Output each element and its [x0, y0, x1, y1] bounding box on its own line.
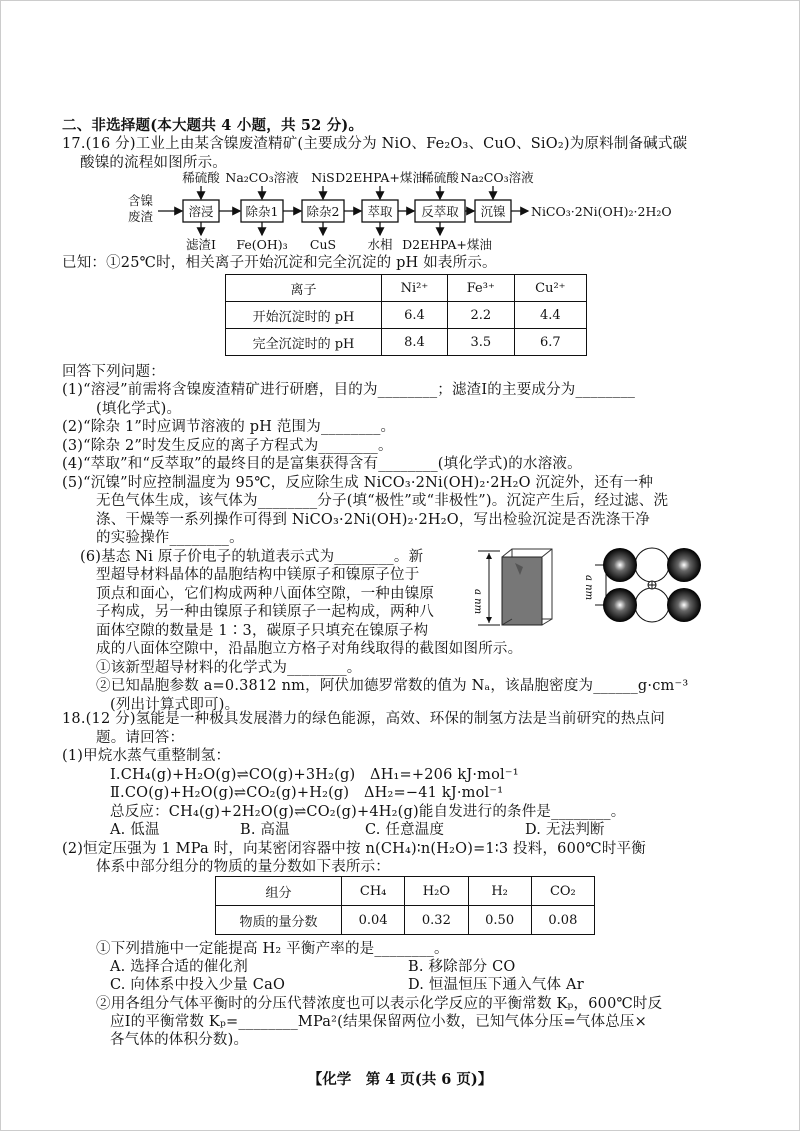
option-c: C. 任意温度: [365, 822, 445, 838]
byproduct-label: CuS: [309, 237, 337, 252]
table-header: CH₄: [342, 877, 405, 906]
table-header: 组分: [216, 877, 342, 906]
dimension-label: a nm: [472, 589, 483, 615]
flow-input: 废渣: [128, 209, 154, 224]
question-line: ②用各组分气体平衡时的分压代替浓度也可以表示化学反应的平衡常数 Kₚ，600℃时反: [96, 996, 663, 1012]
atom-icon: [603, 548, 637, 582]
table-cell: 0.08: [531, 906, 594, 935]
reagent-label: 稀硫酸: [182, 170, 220, 185]
option-a: A. 选择合适的催化剂: [110, 959, 248, 975]
page-footer: 【化学 第 4 页(共 6 页)】: [307, 1071, 493, 1088]
question-line: 成的八面体空隙中，沿晶胞立方格子对角线取得的截图如图所示。: [96, 641, 523, 657]
table-cell: 3.5: [447, 329, 514, 356]
question-line: ①该新型超导材料的化学式为________。: [96, 660, 362, 676]
q17-stem: 酸镍的流程如图所示。: [80, 155, 227, 171]
option-a: A. 低温: [110, 822, 160, 838]
section-heading: 二、非选择题(本大题共 4 小题，共 52 分)。: [62, 117, 364, 134]
question-line: ②已知晶胞参数 a=0.3812 nm，阿伏加德罗常数的值为 Nₐ，该晶胞密度为______g·cm⁻³: [96, 678, 689, 694]
crystal-cell-cube-figure: [470, 545, 570, 630]
reagent-label: NiS: [311, 170, 335, 185]
option-b: B. 高温: [240, 822, 290, 838]
table-header: Cu²⁺: [514, 275, 586, 302]
question-line: 应Ⅰ的平衡常数 Kₚ=________MPa²(结果保留两位小数，已知气体分压=气体总压×: [110, 1014, 647, 1030]
equation-line: Ⅱ.CO(g)+H₂O(g)⇌CO₂(g)+H₂(g) ΔH₂=−41 kJ·mol⁻¹: [110, 785, 504, 801]
equation-line: Ⅰ.CH₄(g)+H₂O(g)⇌CO(g)+3H₂(g) ΔH₁=+206 kJ·mol⁻¹: [110, 767, 519, 783]
ph-table: [225, 274, 587, 356]
flow-product: NiCO₃·2Ni(OH)₂·2H₂O: [531, 204, 672, 219]
table-cell: 6.7: [514, 329, 586, 356]
table-cell: 4.4: [514, 302, 586, 329]
byproduct-label: 滤渣Ⅰ: [186, 237, 216, 252]
equation-line: 总反应：CH₄(g)+2H₂O(g)⇌CO₂(g)+4H₂(g)能自发进行的条件是________。: [110, 804, 626, 820]
dimension-label: a nm: [583, 575, 594, 601]
table-cell: 8.4: [382, 329, 448, 356]
table-row: [226, 302, 587, 329]
atom-icon: [603, 588, 637, 622]
question-line: (1)“溶浸”前需将含镍废渣精矿进行研磨，目的为________；滤渣Ⅰ的主要成分为________: [62, 382, 636, 398]
question-line: 型超导材料晶体的晶胞结构中镁原子和镍原子位于: [96, 567, 420, 583]
atom-icon: [667, 548, 701, 582]
question-line: 的实验操作________。: [96, 530, 244, 546]
step-box-label: 萃取: [367, 204, 393, 219]
table-cell: 2.2: [447, 302, 514, 329]
question-line: (2)“除杂 1”时应调节溶液的 pH 范围为________。: [62, 419, 396, 435]
option-b: B. 移除部分 CO: [408, 959, 516, 975]
step-box-label: 反萃取: [421, 204, 459, 219]
known-condition: 已知：①25℃时，相关离子开始沉淀和完全沉淀的 pH 如表所示。: [62, 255, 497, 271]
question-line: 回答下列问题：: [62, 364, 165, 380]
question-line: 子构成，另一种由镍原子和镁原子一起构成，两种八: [96, 604, 435, 620]
question-line: 涤、干燥等一系列操作可得到 NiCO₃·2Ni(OH)₂·2H₂O，写出检验沉淀是否洗涤干净: [96, 512, 650, 528]
question-line: 体系中部分组分的物质的量分数如下表所示：: [96, 859, 390, 875]
question-line: (5)“沉镍”时应控制温度为 95℃，反应除生成 NiCO₃·2Ni(OH)₂·2H₂O 沉淀外，还有一种: [62, 475, 654, 491]
table-cell: 0.32: [405, 906, 468, 935]
question-line: 面体空隙的数量是 1∶3，碳原子只填充在镍原子构: [96, 623, 429, 639]
step-box-label: 沉镍: [480, 204, 506, 219]
question-line: (6)基态 Ni 原子价电子的轨道表示式为________。新: [80, 549, 424, 565]
byproduct-label: D2EHPA+煤油: [402, 237, 492, 252]
table-row: [216, 906, 595, 935]
table-header: Fe³⁺: [447, 275, 514, 302]
table-row: [226, 329, 587, 356]
question-line: 无色气体生成，该气体为________分子(填“极性”或“非极性”)。沉淀产生后，经过滤、洗: [96, 493, 669, 509]
atom-icon: [667, 588, 701, 622]
table-cell: 开始沉淀时的 pH: [226, 302, 382, 329]
reagent-label: Na₂CO₃溶液: [225, 170, 299, 185]
byproduct-label: 水相: [367, 237, 393, 252]
question-line: 顶点和面心，它们构成两种八面体空隙，一种由镍原: [96, 586, 435, 602]
flow-input: 含镍: [128, 193, 154, 208]
table-cell: 0.50: [468, 906, 531, 935]
question-line: (4)“萃取”和“反萃取”的最终目的是富集获得含有________(填化学式)的水溶液。: [62, 456, 582, 472]
question-line: (填化学式)。: [96, 401, 182, 417]
process-flow-diagram: [0, 0, 800, 260]
step-box-label: 溶浸: [188, 204, 214, 219]
byproduct-label: Fe(OH)₃: [236, 237, 288, 252]
q17-stem: 17.(16 分)工业上由某含镍废渣精矿(主要成分为 NiO、Fe₂O₃、CuO、SiO₂)为原料制备碱式碳: [62, 136, 688, 152]
table-cell: 物质的量分数: [216, 906, 342, 935]
option-d: D. 无法判断: [525, 822, 605, 838]
question-line: (3)“除杂 2”时发生反应的离子方程式为________。: [62, 438, 393, 454]
question-line: ①下列措施中一定能提高 H₂ 平衡产率的是________。: [96, 941, 449, 957]
diagonal-section-figure: [585, 545, 710, 625]
table-cell: 6.4: [382, 302, 448, 329]
reagent-label: Na₂CO₃溶液: [460, 170, 534, 185]
question-line: 题。请回答：: [96, 730, 185, 746]
step-box-label: 除杂2: [306, 204, 340, 219]
option-d: D. 恒温恒压下通入气体 Ar: [408, 977, 584, 993]
question-line: (2)恒定压强为 1 MPa 时，向某密闭容器中按 n(CH₄)∶n(H₂O)=1∶3 投料，600℃时平衡: [62, 841, 646, 857]
table-header: CO₂: [531, 877, 594, 906]
question-line: 18.(12 分)氢能是一种极具发展潜力的绿色能源，高效、环保的制氢方法是当前研究的热点问: [62, 711, 665, 727]
mole-fraction-table: [215, 876, 595, 935]
reagent-label: 稀硫酸: [421, 170, 459, 185]
step-box-label: 除杂1: [245, 204, 279, 219]
question-line: (列出计算式即可)。: [110, 697, 240, 713]
table-header: H₂: [468, 877, 531, 906]
question-line: 各气体的体积分数)。: [110, 1032, 249, 1048]
reagent-label: D2EHPA+煤油: [335, 170, 425, 185]
table-header: H₂O: [405, 877, 468, 906]
table-header: 离子: [226, 275, 382, 302]
option-c: C. 向体系中投入少量 CaO: [110, 977, 286, 993]
question-line: (1)甲烷水蒸气重整制氢：: [62, 748, 231, 764]
table-cell: 0.04: [342, 906, 405, 935]
table-cell: 完全沉淀时的 pH: [226, 329, 382, 356]
table-header: Ni²⁺: [382, 275, 448, 302]
